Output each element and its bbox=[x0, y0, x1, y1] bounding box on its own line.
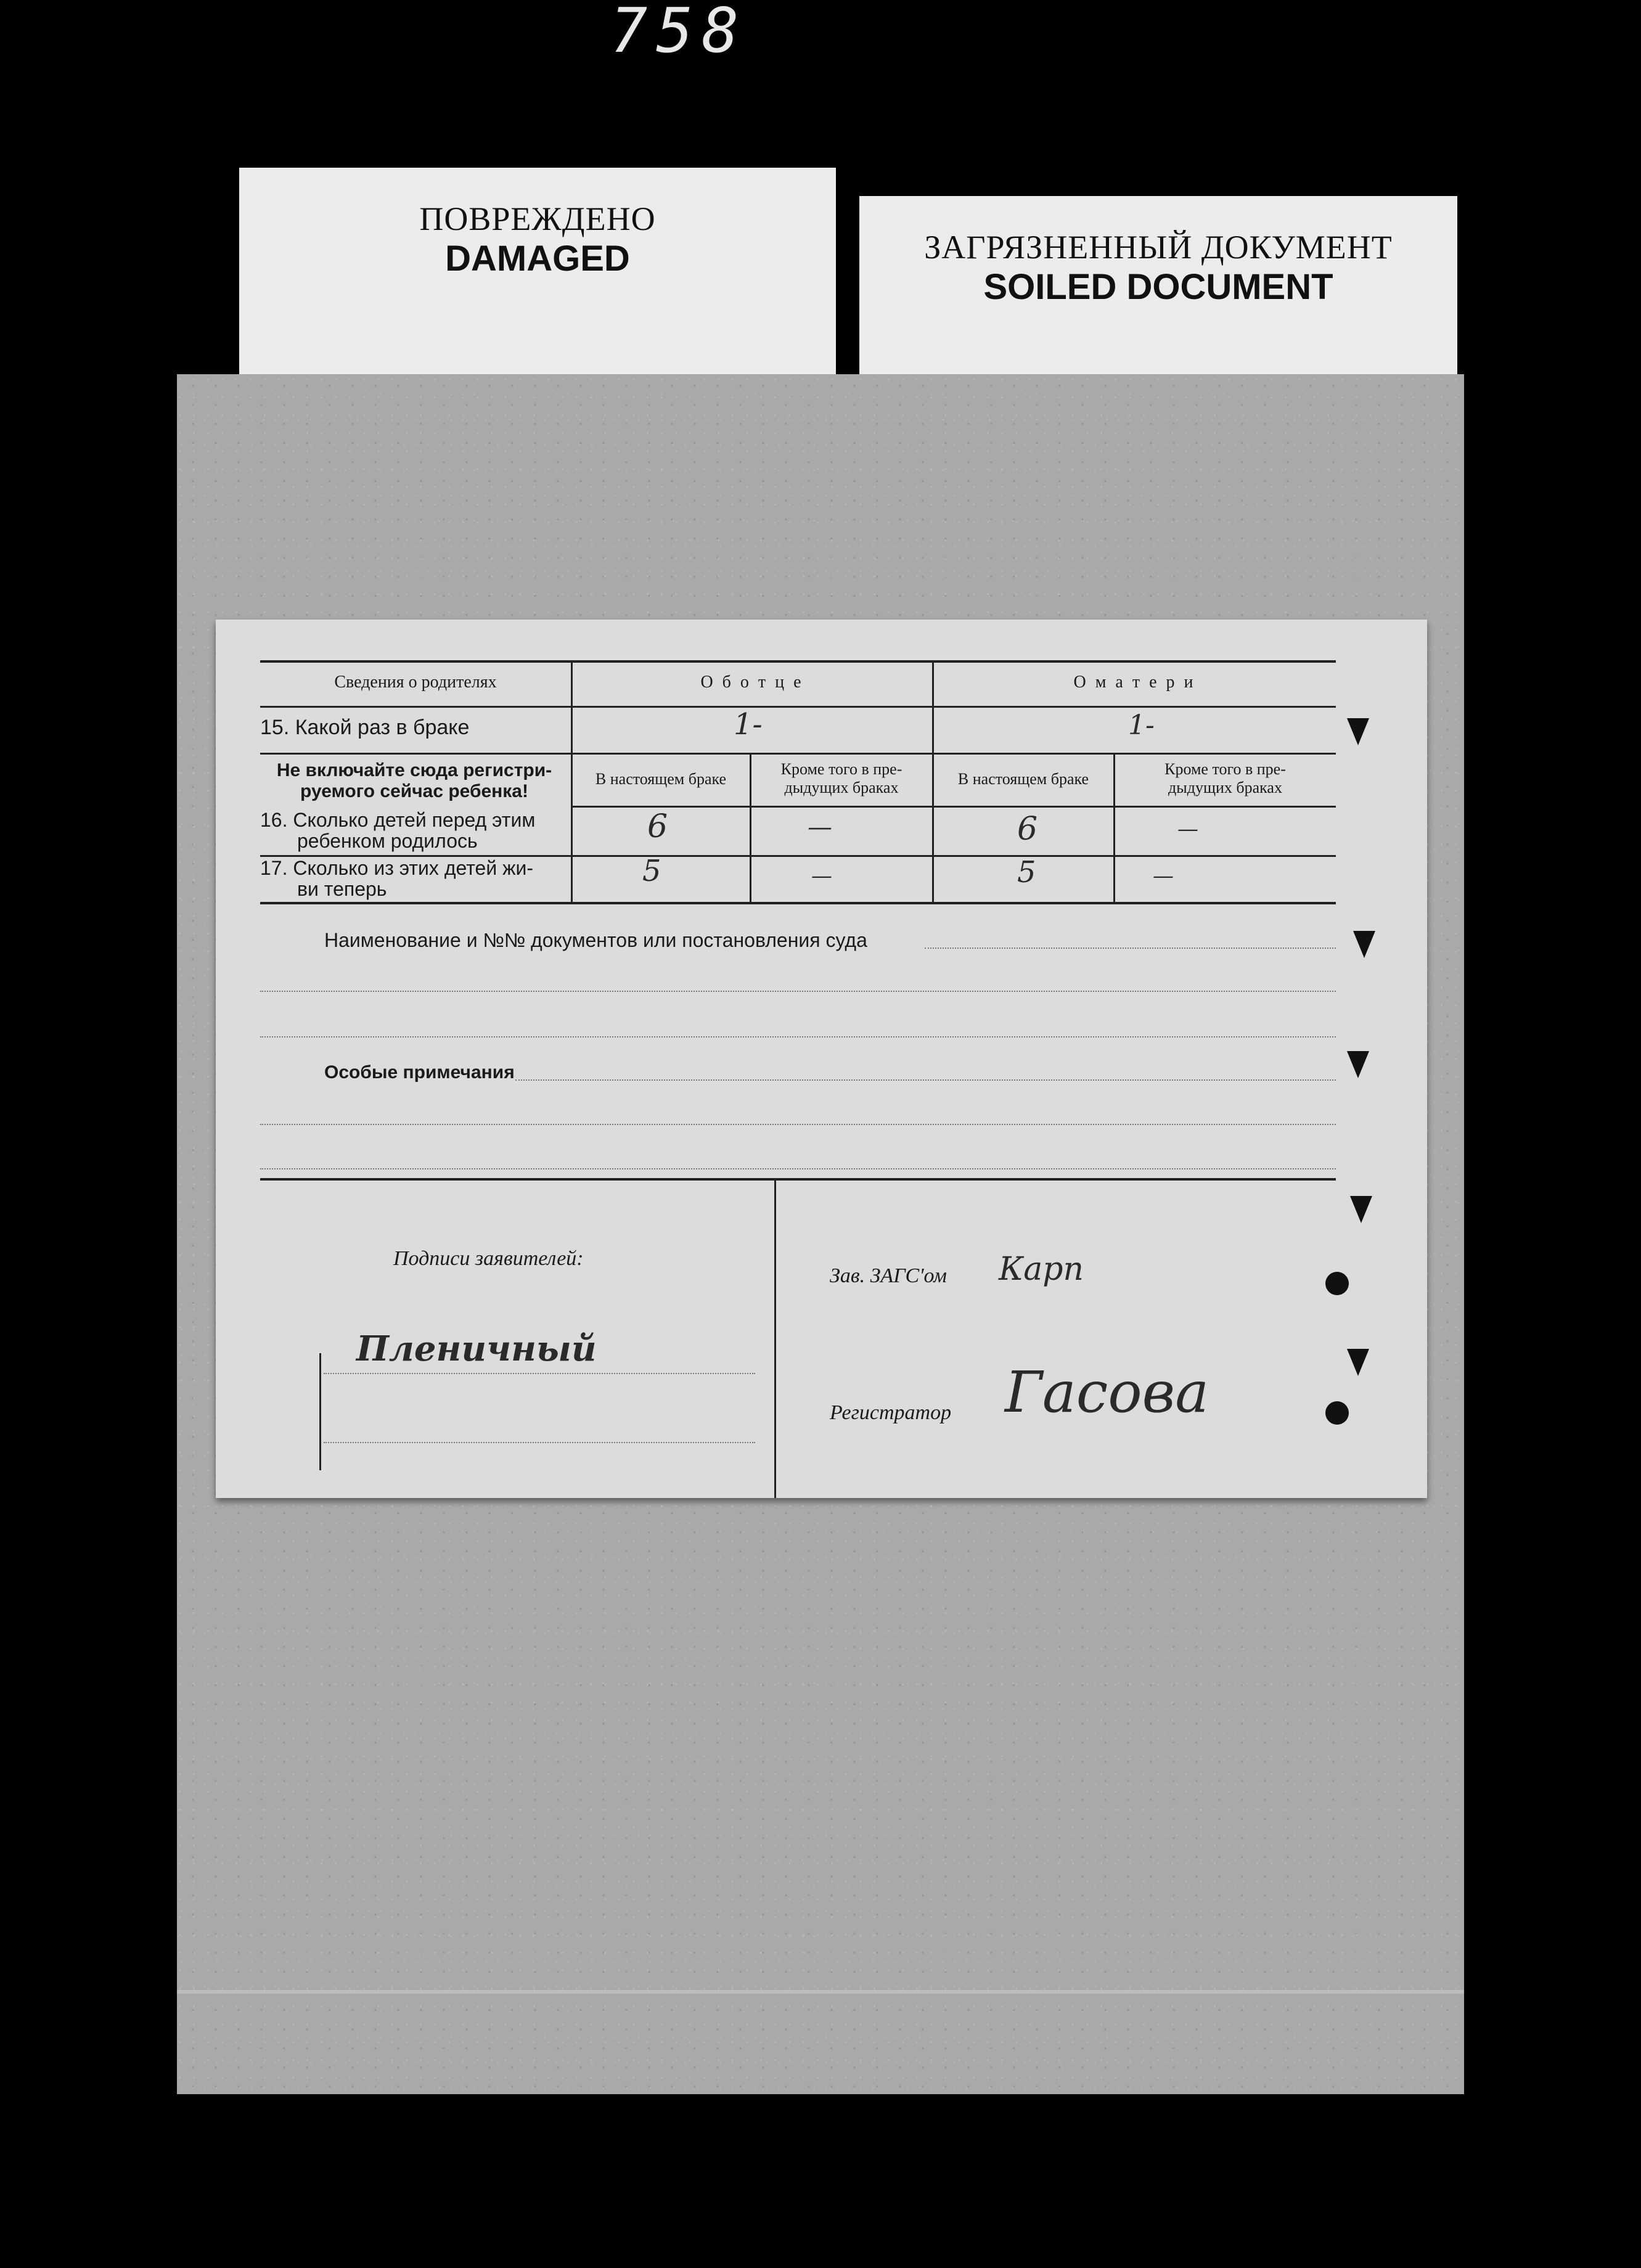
registrar-label: Регистратор bbox=[830, 1401, 952, 1424]
subheader-mother-current: В настоящем браке bbox=[957, 770, 1089, 788]
row15-label: 15. Какой раз в браке bbox=[260, 716, 470, 739]
row17-father-previous: — bbox=[811, 864, 832, 888]
row17-label-line1: 17. Сколько из этих детей жи- bbox=[260, 857, 534, 879]
header-parents-info: Сведения о родителях bbox=[334, 673, 497, 692]
punch-hole-2 bbox=[1325, 1401, 1349, 1425]
damaged-en: DAMAGED bbox=[445, 239, 630, 279]
soiled-stamp bbox=[859, 196, 1457, 399]
damaged-stamp bbox=[239, 168, 836, 380]
subheader-mother-previous-line2: дыдущих браках bbox=[1168, 779, 1282, 796]
remarks-label: Особые примечания bbox=[324, 1062, 515, 1083]
applicant-signature: Пленичный bbox=[356, 1328, 597, 1369]
documents-dotline-2 bbox=[260, 991, 1336, 992]
table-rule-3 bbox=[572, 806, 1336, 808]
row16-mother-current: 6 bbox=[1017, 811, 1038, 848]
row16-father-previous: — bbox=[808, 813, 832, 841]
tear-mark-2 bbox=[1353, 931, 1375, 958]
subheader-mother-previous-line1: Кроме того в пре- bbox=[1164, 760, 1286, 778]
zags-head-label: Зав. ЗАГС'ом bbox=[830, 1264, 947, 1287]
table-rule-1 bbox=[260, 706, 1336, 708]
row16-mother-previous: — bbox=[1177, 817, 1198, 841]
subheader-father-current: В настоящем браке bbox=[595, 770, 727, 788]
row17-label bbox=[260, 858, 533, 899]
folder-fold-line bbox=[177, 1990, 1464, 1994]
documents-dotline-1 bbox=[925, 948, 1336, 949]
row17-mother-previous: — bbox=[1153, 864, 1174, 888]
soiled-en: SOILED DOCUMENT bbox=[983, 267, 1333, 307]
applicants-dotline-2 bbox=[324, 1442, 755, 1443]
row16-label bbox=[260, 809, 535, 851]
exclude-note-line2: руемого сейчас ребенка! bbox=[300, 781, 528, 801]
subheader-father-previous bbox=[751, 760, 932, 797]
row17-father-current: 5 bbox=[642, 854, 661, 888]
row16-label-line1: 16. Сколько детей перед этим bbox=[260, 809, 536, 831]
applicants-label: Подписи заявителей: bbox=[393, 1247, 584, 1270]
row17-label-line2: ви теперь bbox=[297, 878, 387, 900]
table-top-rule bbox=[260, 660, 1336, 663]
table-rule-2 bbox=[260, 753, 1336, 755]
row16-father-current: 6 bbox=[647, 808, 668, 845]
tear-mark-5 bbox=[1347, 1349, 1369, 1376]
exclude-note bbox=[260, 760, 568, 802]
tear-mark-3 bbox=[1347, 1051, 1369, 1078]
signature-top-rule bbox=[260, 1178, 1336, 1181]
subheader-mother-previous bbox=[1115, 760, 1336, 797]
remarks-dotline-1 bbox=[515, 1079, 1336, 1081]
subheader-father-previous-line1: Кроме того в пре- bbox=[780, 760, 902, 778]
frame-number: 758 bbox=[610, 0, 748, 67]
row15-father-value: 1- bbox=[734, 707, 763, 742]
header-mother: О м а т е р и bbox=[1073, 673, 1196, 692]
zags-head-signature: Карп bbox=[999, 1251, 1084, 1288]
table-bottom-rule bbox=[260, 902, 1336, 904]
soiled-ru: ЗАГРЯЗНЕННЫЙ ДОКУМЕНТ bbox=[924, 229, 1393, 266]
row17-mother-current: 5 bbox=[1017, 855, 1036, 890]
punch-hole-1 bbox=[1325, 1272, 1349, 1295]
tear-mark-1 bbox=[1347, 718, 1369, 745]
registrar-signature: Гасова bbox=[1005, 1359, 1209, 1425]
subheader-father-previous-line2: дыдущих браках bbox=[784, 779, 899, 796]
tear-mark-4 bbox=[1350, 1196, 1372, 1223]
applicants-dotline-1 bbox=[324, 1373, 755, 1374]
applicants-bracket bbox=[319, 1353, 321, 1470]
damaged-ru: ПОВРЕЖДЕНО bbox=[419, 200, 656, 237]
exclude-note-line1: Не включайте сюда регистри- bbox=[276, 760, 552, 780]
signature-divider bbox=[774, 1178, 776, 1498]
header-father: О б о т ц е bbox=[700, 673, 804, 692]
record-card bbox=[216, 620, 1427, 1498]
row15-mother-value: 1- bbox=[1128, 710, 1155, 741]
documents-dotline-3 bbox=[260, 1036, 1336, 1038]
documents-label: Наименование и №№ документов или постановления суда bbox=[324, 929, 867, 951]
remarks-dotline-3 bbox=[260, 1168, 1336, 1169]
row16-label-line2: ребенком родилось bbox=[297, 830, 478, 852]
remarks-dotline-2 bbox=[260, 1124, 1336, 1125]
